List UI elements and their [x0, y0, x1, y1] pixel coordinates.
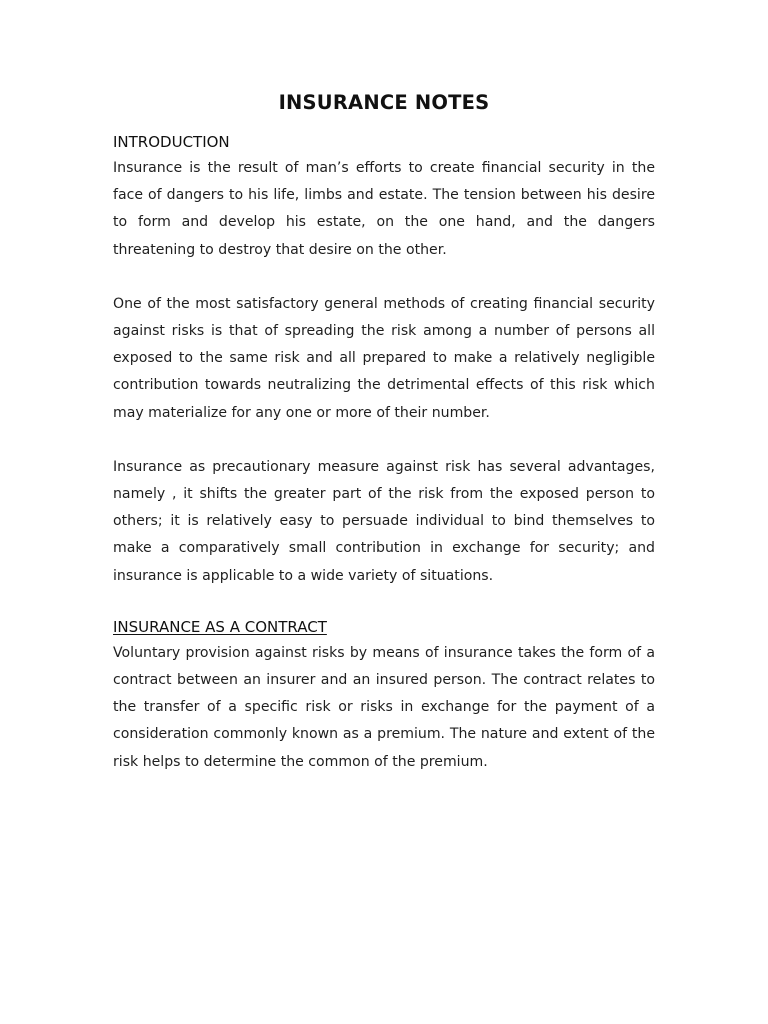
- page-title: INSURANCE NOTES: [278, 91, 490, 114]
- paragraph-spacer: [113, 590, 655, 617]
- paragraph-intro-1: Insurance is the result of man’s efforts to create financial security in the face of dangers to his life, limbs and estate. The tension between his desire to form and develop his estate, on the one hand, and the dangers threatening to destroy that desire on the other.: [113, 160, 655, 258]
- paragraph-spacer: [113, 264, 655, 291]
- section-heading-introduction: INTRODUCTION: [113, 133, 230, 151]
- paragraph-intro-2: One of the most satisfactory general methods of creating financial security against risks is that of spreading the risk among a number of persons all exposed to the same risk and all prepared to make a relatively negligible contribution towards neutralizing the detrimental effects of this risk which may materialize for any one or more of their number.: [113, 295, 655, 421]
- paragraph-spacer: [113, 427, 655, 454]
- section-heading-insurance-as-a-contract: INSURANCE AS A CONTRACT: [113, 617, 327, 636]
- paragraph-contract-1: Voluntary provision against risks by means of insurance takes the form of a contract between an insurer and an insured person. The contract relates to the transfer of a specific risk or risks in exchange for the payment of a consideration commonly known as a premium. The nature and extent of the risk helps to determine the common of the premium.: [113, 644, 655, 770]
- document-content: [113, 88, 655, 776]
- paragraph-intro-3: Insurance as precautionary measure against risk has several advantages, namely , it shifts the greater part of the risk from the exposed person to others; it is relatively easy to persuade individual to bind themselves to make a comparatively small contribution in exchange for security; and insurance is applicable to a wide variety of situations.: [113, 458, 655, 584]
